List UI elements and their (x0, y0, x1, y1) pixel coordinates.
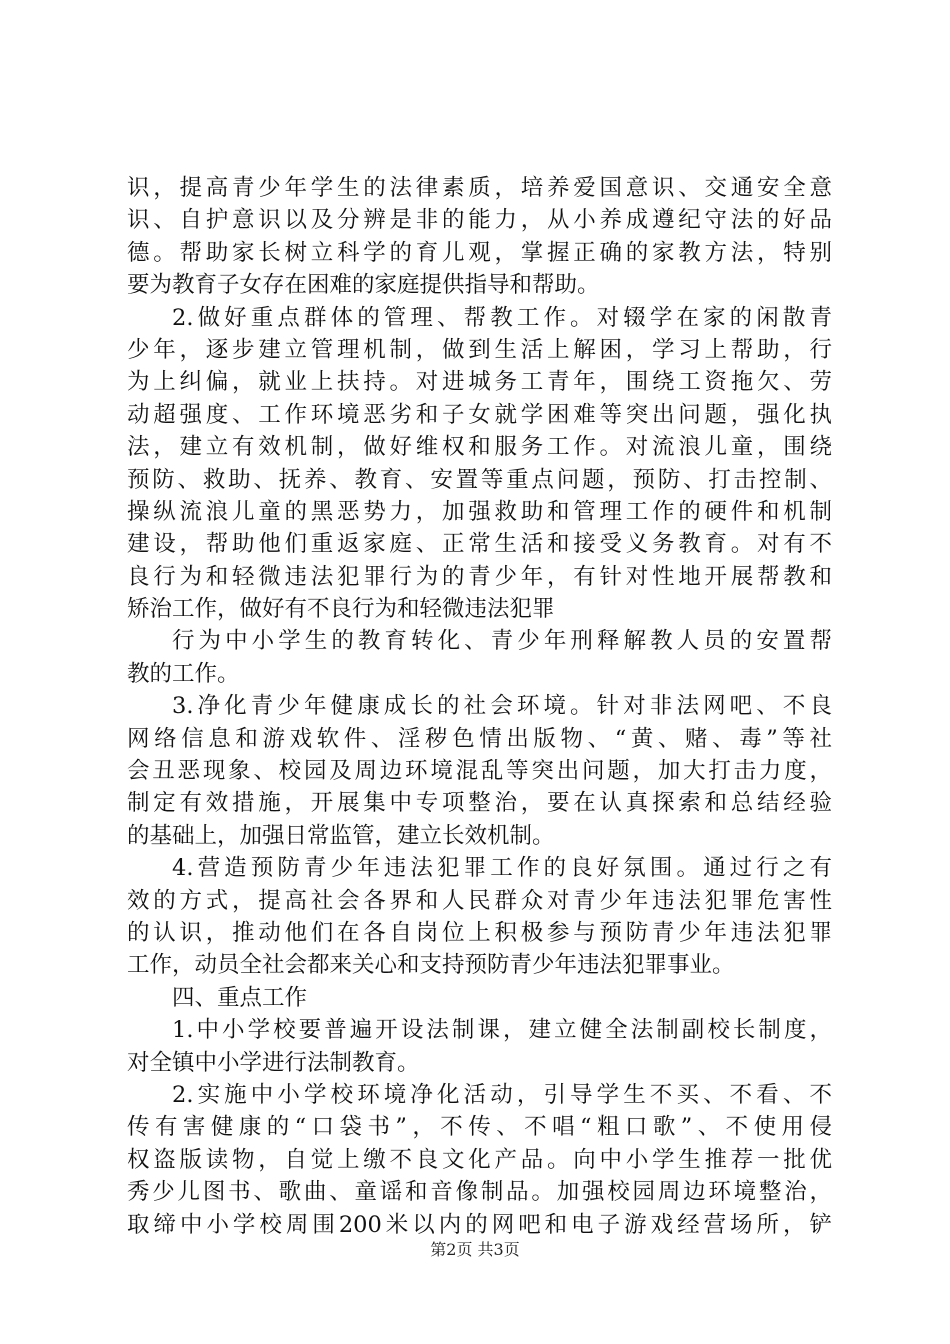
text-line: 的认识，推动他们在各自岗位上积极参与预防青少年违法犯罪 (127, 919, 832, 946)
text-line: 取缔中小学校周围200米以内的网吧和电子游戏经营场所，铲 (127, 1211, 832, 1238)
text-line: 4.营造预防青少年违法犯罪工作的良好氛围。通过行之有 (172, 855, 832, 882)
text-line: 的基础上，加强日常监管，建立长效机制。 (127, 822, 555, 849)
text-line: 行为中小学生的教育转化、青少年刑释解教人员的安置帮 (172, 628, 832, 655)
section-heading: 四、重点工作 (172, 984, 308, 1011)
text-line: 德。帮助家长树立科学的育儿观，掌握正确的家教方法，特别 (127, 239, 832, 266)
text-line: 法，建立有效机制，做好维权和服务工作。对流浪儿童，围绕 (127, 434, 832, 461)
text-line: 识、自护意识以及分辨是非的能力，从小养成遵纪守法的好品 (127, 207, 832, 234)
text-line: 效的方式，提高社会各界和人民群众对青少年违法犯罪危害性 (127, 887, 832, 914)
text-line: 1.中小学校要普遍开设法制课，建立健全法制副校长制度， (172, 1017, 832, 1044)
text-line: 工作，动员全社会都来关心和支持预防青少年违法犯罪事业。 (127, 952, 735, 979)
text-line: 要为教育子女存在困难的家庭提供指导和帮助。 (127, 272, 600, 299)
text-line: 2.实施中小学校环境净化活动，引导学生不买、不看、不 (172, 1081, 832, 1108)
text-line: 对全镇中小学进行法制教育。 (127, 1049, 420, 1076)
text-line: 操纵流浪儿童的黑恶势力，加强救助和管理工作的硬件和机制 (127, 498, 832, 525)
text-line: 预防、救助、抚养、教育、安置等重点问题，预防、打击控制、 (127, 466, 832, 493)
text-line: 传有害健康的“口袋书”，不传、不唱“粗口歌”、不使用侵 (127, 1114, 832, 1141)
text-line: 教的工作。 (127, 660, 240, 687)
text-line: 识，提高青少年学生的法律素质，培养爱国意识、交通安全意 (127, 175, 832, 201)
document-body (127, 172, 832, 1241)
text-line: 权盗版读物，自觉上缴不良文化产品。向中小学生推荐一批优 (127, 1146, 832, 1173)
text-line: 秀少儿图书、歌曲、童谣和音像制品。加强校园周边环境整治， (127, 1179, 832, 1206)
text-line: 矫治工作，做好有不良行为和轻微违法犯罪 (127, 596, 555, 623)
text-line: 制定有效措施，开展集中专项整治，要在认真探索和总结经验 (127, 790, 832, 817)
text-line: 3.净化青少年健康成长的社会环境。针对非法网吧、不良 (172, 693, 832, 720)
text-line: 良行为和轻微违法犯罪行为的青少年，有针对性地开展帮教和 (127, 563, 832, 590)
text-line: 会丑恶现象、校园及周边环境混乱等突出问题，加大打击力度， (127, 758, 832, 785)
text-line: 少年，逐步建立管理机制，做到生活上解困，学习上帮助，行 (127, 336, 832, 363)
text-line: 网络信息和游戏软件、淫秽色情出版物、“黄、赌、毒”等社 (127, 725, 832, 752)
text-line: 建设，帮助他们重返家庭、正常生活和接受义务教育。对有不 (127, 531, 832, 558)
page-footer: 第2页 共3页 (430, 1240, 520, 1259)
text-line: 2.做好重点群体的管理、帮教工作。对辍学在家的闲散青 (172, 304, 832, 331)
text-line: 为上纠偏，就业上扶持。对进城务工青年，围绕工资拖欠、劳 (127, 369, 832, 396)
text-line: 动超强度、工作环境恶劣和子女就学困难等突出问题，强化执 (127, 401, 832, 428)
